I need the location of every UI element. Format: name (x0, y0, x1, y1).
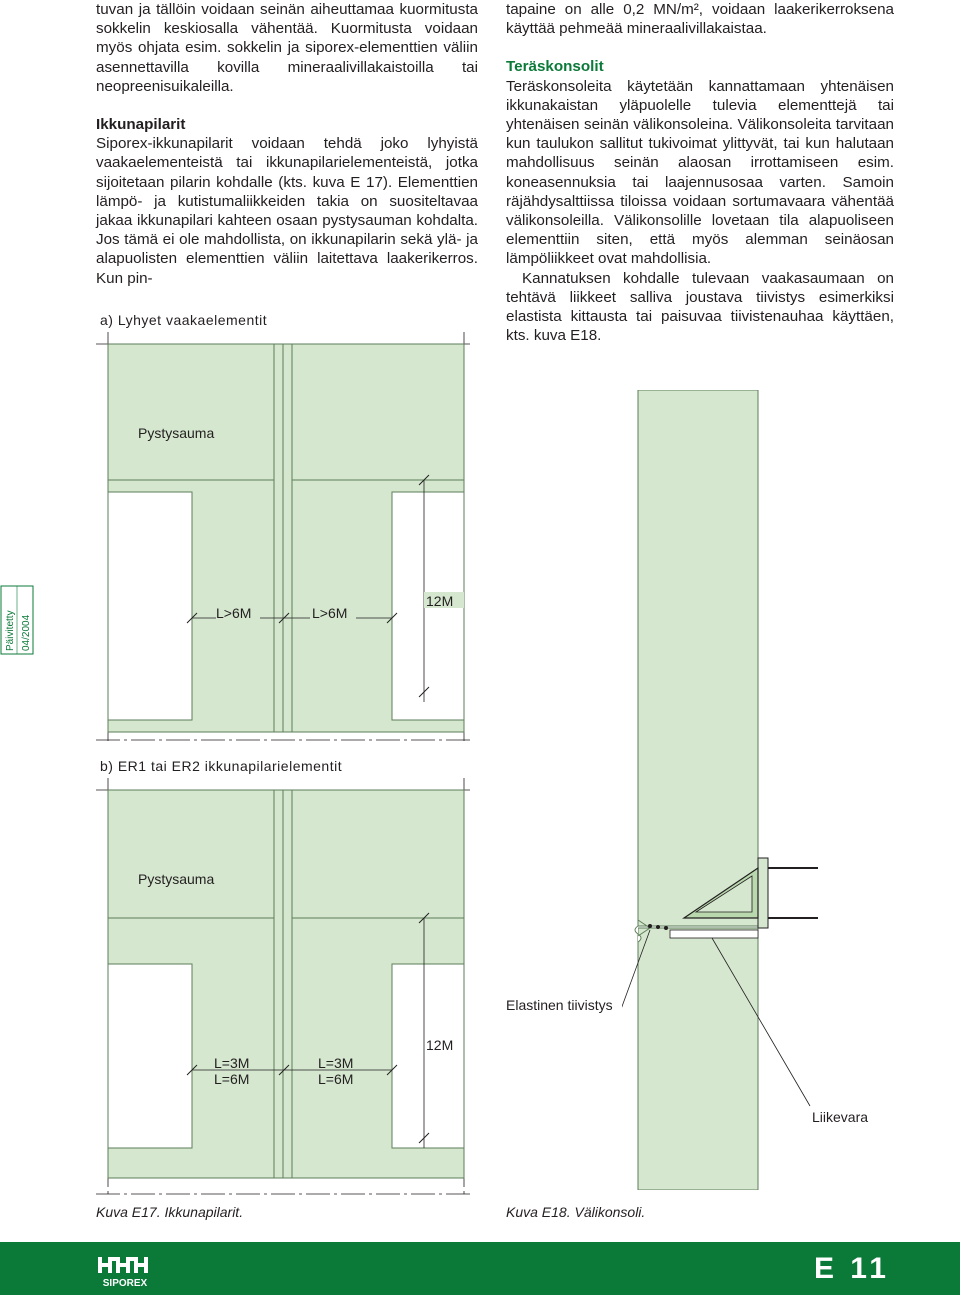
side-tab-label: Päivitetty (5, 610, 16, 651)
figure-b-dim-height: 12M (426, 1037, 454, 1053)
caption-e18: Kuva E18. Välikonsoli. (506, 1204, 646, 1220)
panel-top-left (108, 344, 274, 480)
window-pillar-left (274, 344, 283, 732)
wall-lower-element (638, 928, 758, 1190)
figure-a-title: a) Lyhyet vaakaelementit (100, 312, 268, 328)
figure-a-dim-right: L>6M (312, 605, 348, 621)
continuation-paragraph: tapaine on alle 0,2 MN/m², voidaan laakerikerroksena käyttää pehmeää mineraalivillakaistaa. (506, 1, 894, 38)
figure-e18-seal-label: Elastinen tiivistys (506, 997, 613, 1013)
figure-a-joint-label: Pystysauma (138, 425, 215, 441)
heading-ikkunapilarit: Ikkunapilarit (96, 116, 186, 134)
figure-b-dim-left-1: L=3M (214, 1055, 250, 1071)
right-text-column (506, 0, 894, 345)
teraskonsolit-paragraph-1: Teräskonsoleita käytetään kannattamaan yhtenäisen ikkunakaistan yläpuolelle tulevia elementtejä tai yhtenäisen seinän välikonsoleina. Välikonsoleita tarvitaan kun taulukon sallitut tukivoimat ylittyvät, tai kun halutaan mahdollisuus seinän alaosan irrottamiseen esim. koneasennuksia tai laajennusosaa varten. Samoin räjähdysalttiissa tiloissa voidaan sortumavaara vähentää välikonsoleilla. Välikonsolille lovetaan tila alapuoliseen elementtiin siten, että myös alemman seinäosan lämpöliikkeet ovat mahdollisia. (506, 77, 894, 268)
window-pillar-b-right (283, 790, 292, 1178)
figure-b-dim-right-2: L=6M (318, 1071, 354, 1087)
siporex-logo (96, 1255, 154, 1289)
logo-wordmark: SIPOREX (102, 1278, 148, 1289)
wall-upper-element (638, 390, 758, 926)
panel-top-right (292, 344, 464, 480)
left-text-column (96, 0, 478, 288)
teraskonsolit-paragraph-2: Kannatuksen kohdalle tulevaan vaakasaumaan on tehtävä liikkeet salliva joustava tiivistys esimerkiksi elastista kittausta tai paisuvaa tiivistenauhaa käyttäen, kts. kuva E18. (506, 269, 894, 345)
window-pillar-right (283, 344, 292, 732)
window-opening-b-left (108, 964, 192, 1148)
window-pillar-b-left (274, 790, 283, 1178)
side-tab-date: 04/2004 (21, 614, 32, 651)
updated-side-tab (0, 585, 34, 655)
window-opening-left (108, 492, 192, 720)
console-back-plate (758, 858, 768, 928)
figure-b-title: b) ER1 tai ER2 ikkunapilarielementit (100, 758, 343, 774)
caption-e17: Kuva E17. Ikkunapilarit. (96, 1204, 244, 1220)
window-opening-b-right (392, 964, 464, 1148)
heading-teraskonsolit: Teräskonsolit (506, 58, 604, 76)
figure-b-joint-label: Pystysauma (138, 871, 215, 887)
page-number: E 11 (813, 1252, 890, 1285)
intro-paragraph: tuvan ja tällöin voidaan seinän aiheuttamaa kuormitusta sokkelin keskiosalla vähentää. Kuormitusta voidaan myös ohjata esim. sokkelin ja siporex-elementtien väliin asennettavilla kovilla mineraalivillakaistoilla tai neopreenisuikaleilla. (96, 1, 478, 95)
figure-b-drawing (96, 778, 476, 1198)
figure-e18-drawing (500, 390, 900, 1190)
figure-a-drawing (96, 332, 476, 742)
ikkunapilarit-paragraph: Siporex-ikkunapilarit voidaan tehdä joko lyhyistä vaakaelementeistä tai ikkunapilarielementeistä, jotka sijoitetaan pilarin kohdalle (kts. kuva E 17). Elementtien lämpö- ja kutistumaliikkeiden takia on suositeltavaa jakaa ikkunapilari kahteen osaan pystysauman kohdalta. Jos tämä ei ole mahdollista, on ikkunapilarin sekä ylä- ja alapuolisten elementtien väliin laitettava laakerikerros. Kun pin- (96, 135, 478, 287)
figure-a-dim-height: 12M (426, 593, 454, 609)
figure-e18-gap-label: Liikevara (812, 1109, 869, 1125)
figure-b-dim-left-2: L=6M (214, 1071, 250, 1087)
figure-b-dim-right-1: L=3M (318, 1055, 354, 1071)
figure-a-dim-left: L>6M (216, 605, 252, 621)
